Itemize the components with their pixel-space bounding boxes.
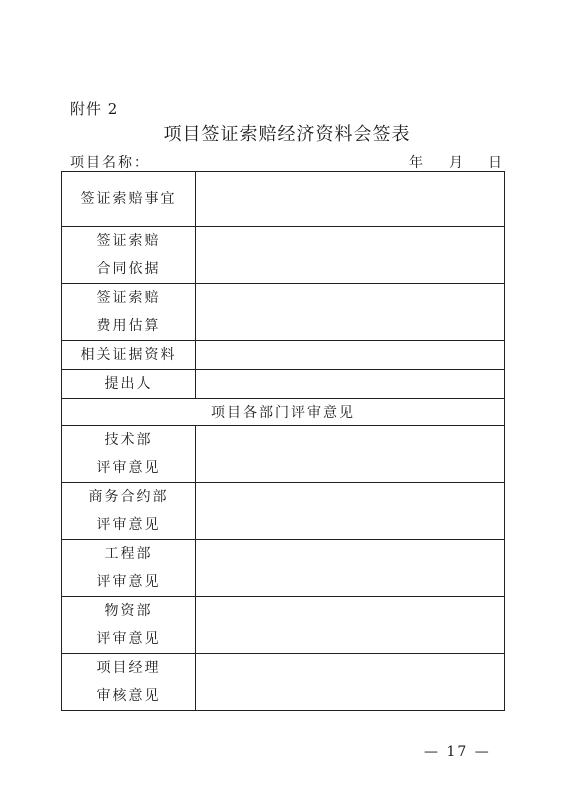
row-evidence — [62, 341, 505, 370]
section-heading: 项目各部门评审意见 — [62, 399, 505, 426]
field-submitter[interactable] — [196, 370, 505, 399]
row-section-heading — [62, 399, 505, 426]
row-tech-dept — [62, 426, 505, 483]
date-month-label: 月 — [449, 155, 463, 171]
row-cost-estimate — [62, 284, 505, 341]
form-title: 项目签证索赔经济资料会签表 — [163, 124, 411, 145]
field-business-dept[interactable] — [196, 483, 505, 540]
countersign-form-table — [61, 171, 505, 711]
row-matter — [62, 172, 505, 227]
label-materials-dept: 物资部 评审意见 — [62, 597, 196, 654]
field-cost-estimate[interactable] — [196, 284, 505, 341]
field-tech-dept[interactable] — [196, 426, 505, 483]
label-engineering-dept: 工程部 评审意见 — [62, 540, 196, 597]
row-business-dept — [62, 483, 505, 540]
label-business-dept: 商务合约部 评审意见 — [62, 483, 196, 540]
label-submitter: 提出人 — [62, 370, 196, 399]
field-matter[interactable] — [196, 172, 505, 227]
row-project-manager — [62, 654, 505, 711]
field-engineering-dept[interactable] — [196, 540, 505, 597]
annex-label: 附件 2 — [70, 100, 119, 118]
field-materials-dept[interactable] — [196, 597, 505, 654]
project-name-label: 项目名称： — [70, 155, 150, 171]
label-contract-basis: 签证索赔 合同依据 — [62, 227, 196, 284]
field-project-manager[interactable] — [196, 654, 505, 711]
row-materials-dept — [62, 597, 505, 654]
label-cost-estimate: 签证索赔 费用估算 — [62, 284, 196, 341]
page-number: — 17 — — [424, 744, 491, 760]
label-project-manager: 项目经理 审核意见 — [62, 654, 196, 711]
label-tech-dept: 技术部 评审意见 — [62, 426, 196, 483]
field-contract-basis[interactable] — [196, 227, 505, 284]
label-evidence: 相关证据资料 — [62, 341, 196, 370]
row-contract-basis — [62, 227, 505, 284]
row-engineering-dept — [62, 540, 505, 597]
date-year-label: 年 — [409, 155, 423, 171]
row-submitter — [62, 370, 505, 399]
field-evidence[interactable] — [196, 341, 505, 370]
date-day-label: 日 — [488, 155, 502, 171]
label-matter: 签证索赔事宜 — [62, 172, 196, 227]
